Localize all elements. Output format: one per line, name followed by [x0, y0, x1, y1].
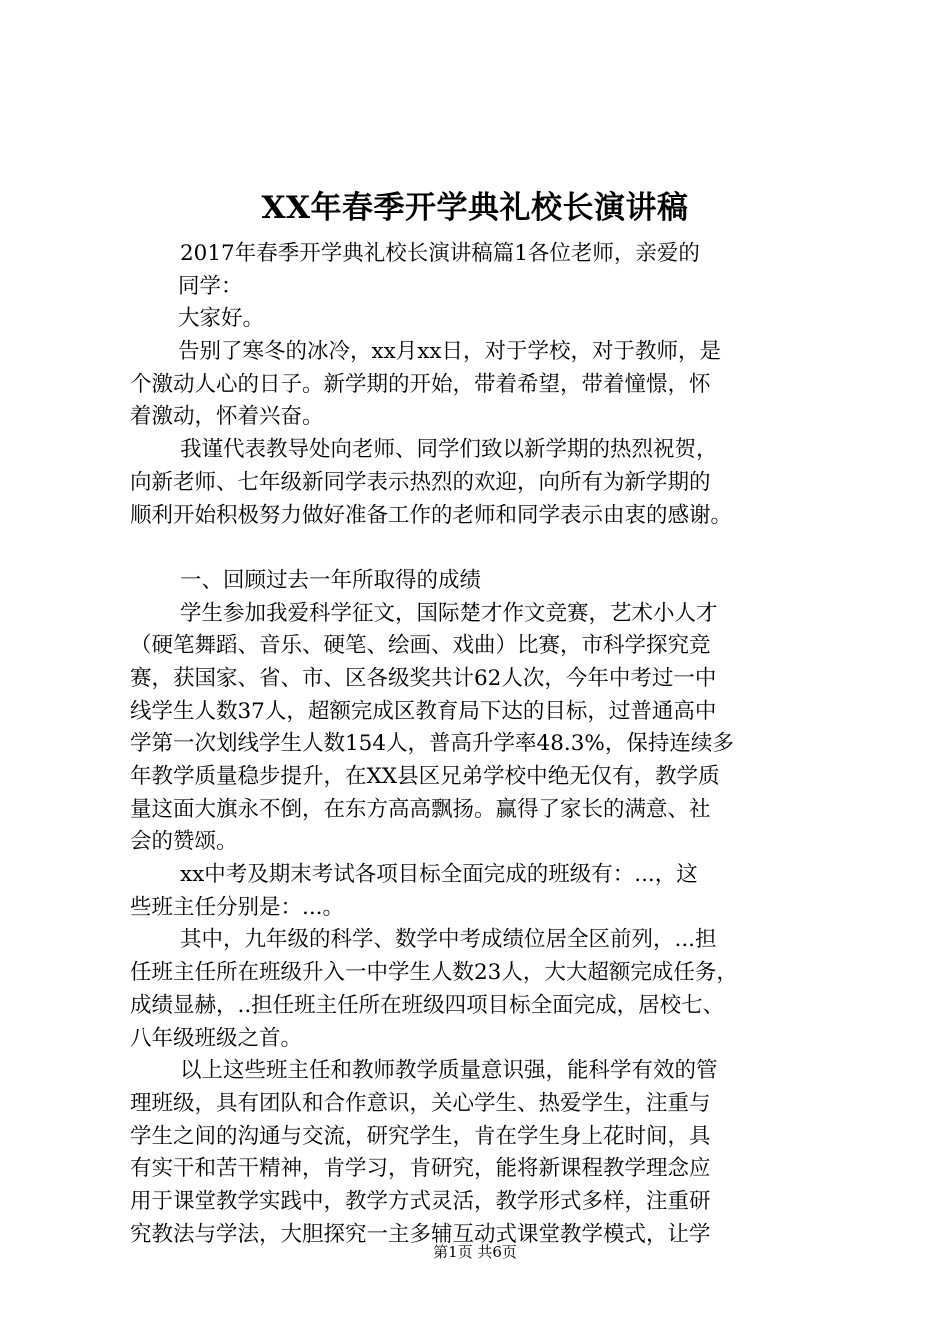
body-line: 理班级，具有团队和合作意识，关心学生、热爱学生，注重与 [130, 1090, 711, 1116]
body-line: 线学生人数37人，超额完成区教育局下达的目标，过普通高中 [130, 698, 717, 724]
body-line: 2017年春季开学典礼校长演讲稿篇1各位老师，亲爱的 [180, 241, 700, 266]
body-line: 其中，九年级的科学、数学中考成绩位居全区前列，...担 [180, 927, 717, 953]
body-line: 些班主任分别是：...。 [130, 894, 345, 920]
body-line: 有实干和苦干精神，肯学习，肯研究，能将新课程教学理念应 [130, 1156, 711, 1182]
body-line: 会的赞颂。 [130, 829, 238, 855]
body-line: xx中考及期末考试各项目标全面完成的班级有：...，这 [180, 862, 698, 888]
page-number-footer: 第1页 共6页 [433, 1243, 517, 1261]
body-line: 顺利开始积极努力做好准备工作的老师和同学表示由衷的感谢。 [130, 502, 733, 528]
body-line: 用于课堂教学实践中，教学方式灵活，教学形式多样，注重研 [130, 1188, 711, 1214]
body-line: 究教法与学法，大胆探究一主多辅互动式课堂教学模式，让学 [130, 1221, 711, 1247]
body-line: 大家好。 [178, 306, 265, 332]
body-line: 八年级班级之首。 [130, 1025, 303, 1051]
document-body [130, 238, 830, 1251]
body-line: （硬笔舞蹈、音乐、硬笔、绘画、戏曲）比赛，市科学探究竞 [130, 633, 711, 659]
body-line: 学第一次划线学生人数154人，普高升学率48.3%，保持连续多 [130, 731, 734, 757]
body-line: 同学： [178, 273, 243, 299]
body-line: 着激动，怀着兴奋。 [130, 404, 324, 430]
body-line: 我谨代表教导处向老师、同学们致以新学期的热烈祝贺， [180, 437, 718, 463]
body-line: 任班主任所在班级升入一中学生人数23人，大大超额完成任务， [130, 960, 738, 986]
body-line: 学生之间的沟通与交流，研究学生，肯在学生身上花时间，具 [130, 1123, 711, 1149]
body-line: 向新老师、七年级新同学表示热烈的欢迎，向所有为新学期的 [130, 469, 711, 495]
section-heading: 一、回顾过去一年所取得的成绩 [180, 567, 482, 593]
body-line: 赛，获国家、省、市、区各级奖共计62人次，今年中考过一中 [130, 665, 717, 691]
body-line: 以上这些班主任和教师教学质量意识强，能科学有效的管 [180, 1058, 718, 1084]
body-line: 年教学质量稳步提升，在XX县区兄弟学校中绝无仅有，教学质 [130, 764, 720, 789]
body-line: 量这面大旗永不倒，在东方高高飘扬。赢得了家长的满意、社 [130, 796, 711, 822]
document-title: XX年春季开学典礼校长演讲稿 [261, 190, 689, 226]
body-line: 个激动人心的日子。新学期的开始，带着希望，带着憧憬，怀 [130, 371, 711, 397]
paragraph-gap [130, 532, 830, 565]
body-line: 告别了寒冬的冰冷，xx月xx日，对于学校，对于教师，是 [178, 339, 722, 365]
body-line: 成绩显赫，..担任班主任所在班级四项目标全面完成，居校七、 [130, 992, 725, 1018]
body-line: 学生参加我爱科学征文，国际楚才作文竞赛，艺术小人才 [180, 600, 718, 626]
